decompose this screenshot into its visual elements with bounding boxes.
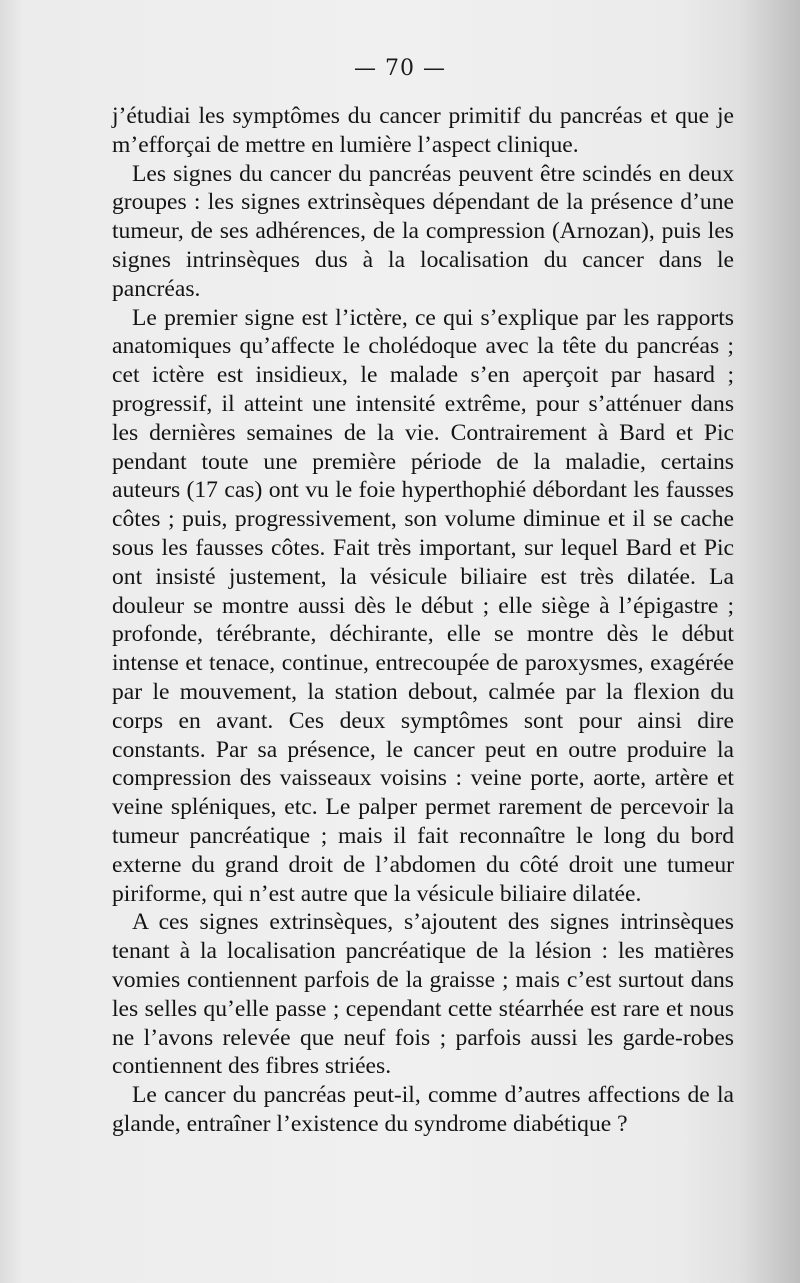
paragraph-1: j’étudiai les symptômes du cancer primitif du pancréas et que je m’efforçai de mettre en lumière l’aspect clinique. [112, 103, 734, 158]
paragraph-2: Les signes du cancer du pancréas peuvent être scindés en deux groupes : les signes extrinsèques dépendant de la présence d’une tumeur, de ses adhérences, de la compression (Arnozan), puis les signes intrinsèques dus à la localisation du cancer dans le pancréas. [112, 160, 734, 302]
page-number: — 70 — [354, 56, 446, 81]
page-edge-shadow [740, 0, 800, 1283]
body-text [112, 102, 734, 1139]
paragraph-5: Le cancer du pancréas peut-il, comme d’autres affections de la glande, entraîner l’existence du syndrome diabétique ? [112, 1082, 734, 1137]
paragraph-3: Le premier signe est l’ictère, ce qui s’explique par les rapports anatomiques qu’affecte le cholédoque avec la tête du pancréas ; cet ictère est insidieux, le malade s’en aperçoit par hasard ; progressif, il atteint une intensité extrême, pour s’atténuer dans les dernières semaines de la vie. Contrairement à Bard et Pic pendant toute une première période de la maladie, certains auteurs (17 cas) ont vu le foie hyperthophié débordant les fausses côtes ; puis, progressivement, son volume diminue et il se cache sous les fausses côtes. Fait très important, sur lequel Bard et Pic ont insisté justement, la vésicule biliaire est très dilatée. La douleur se montre aussi dès le début ; elle siège à l’épigastre ; profonde, térébrante, déchirante, elle se montre dès le début intense et tenace, continue, entrecoupée de paroxysmes, exagérée par le mouvement, la station debout, calmée par la flexion du corps en avant. Ces deux symptômes sont pour ainsi dire constants. Par sa présence, le cancer peut en outre produire la compression des vaisseaux voisins : veine porte, aorte, artère et veine spléniques, etc. Le palper permet rarement de percevoir la tumeur pancréatique ; mais il fait reconnaître le long du bord externe du grand droit de l’abdomen du côté droit une tumeur piriforme, qui n’est autre que la vésicule biliaire dilatée. [112, 304, 734, 907]
paragraph-4: A ces signes extrinsèques, s’ajoutent des signes intrinsèques tenant à la localisation pancréatique de la lésion : les matières vomies contiennent parfois de la graisse ; mais c’est surtout dans les selles qu’elle passe ; cependant cette stéarrhée est rare et nous ne l’avons relevée que neuf fois ; parfois aussi les garde-robes contiennent des fibres striées. [112, 909, 734, 1080]
